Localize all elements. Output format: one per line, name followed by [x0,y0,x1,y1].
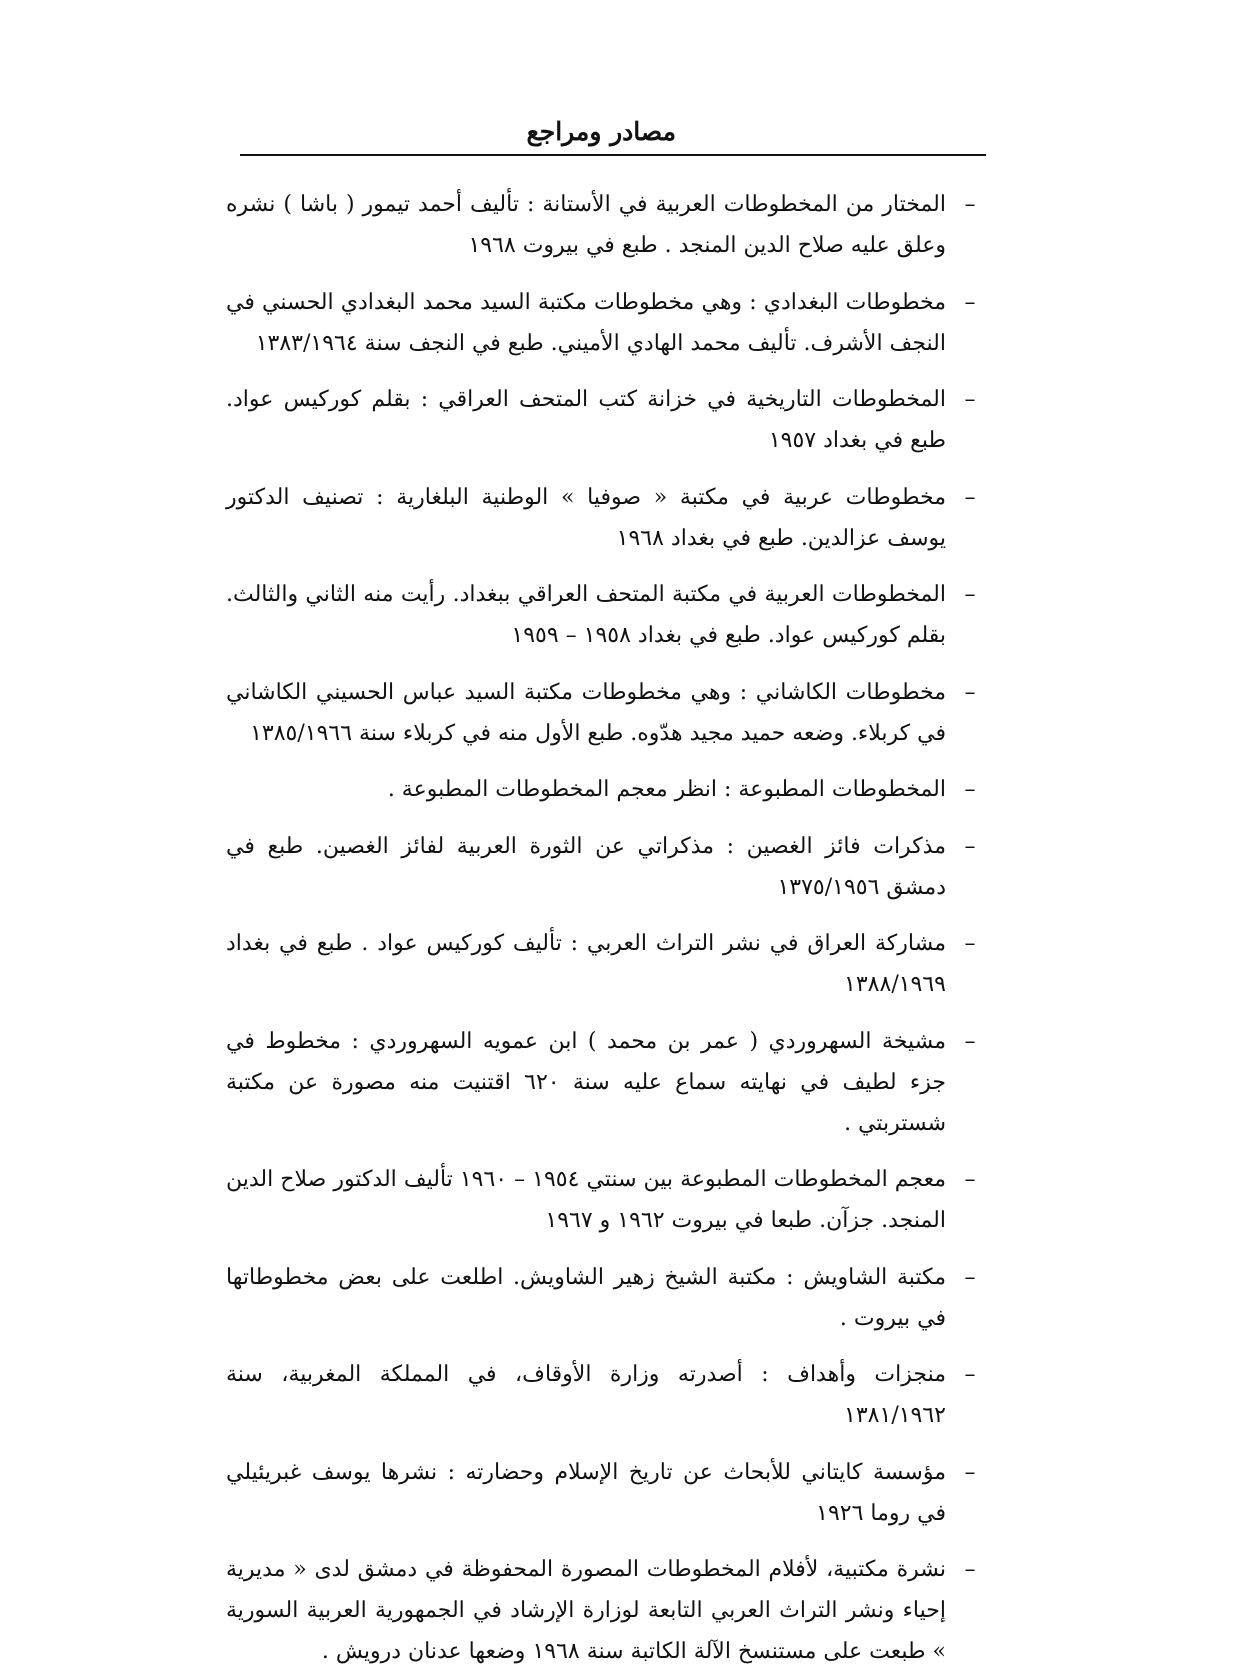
entry-text: معجم المخطوطات المطبوعة بين سنتي ١٩٥٤ – ١٩٦٠ تأليف الدكتور صلاح الدين المنجد. جزآن. طبعا في بيروت ١٩٦٢ و ١٩٦٧ [226,1167,946,1233]
bibliography-entry [226,1257,986,1339]
entry-dash: – [964,777,976,802]
bibliography-entry [226,1452,986,1534]
entry-dash: – [964,1557,976,1582]
entry-text: مشيخة السهروردي ( عمر بن محمد ) ابن عمويه السهروردي : مخطوط في جزء لطيف في نهايته سماع عليه سنة ٦٢٠ اقتنيت منه مصورة عن مكتبة شستربتي . [226,1028,946,1136]
bibliography-entry [226,184,986,266]
bibliography-entry [226,477,986,559]
entry-dash: – [964,484,976,510]
entry-text: نشرة مكتبية، لأفلام المخطوطات المصورة المحفوظة في دمشق لدى « مديرية إحياء ونشر التراث العربي التابعة لوزارة الإرشاد في الجمهورية العربية السورية » طبعت على مستنسخ الآلة الكاتبة سنة ١٩٦٨ وضعها عدنان درويش . [226,1557,946,1664]
entry-dash: – [964,679,976,705]
entry-text: مخطوطات عربية في مكتبة « صوفيا » الوطنية البلغارية : تصنيف الدكتور يوسف عزالدين. طبع في بغداد ١٩٦٨ [226,484,946,551]
entry-text: منجزات وأهداف : أصدرته وزارة الأوقاف، في المملكة المغربية، سنة ١٣٨١/١٩٦٢ [226,1362,946,1428]
entry-dash: – [964,1459,976,1485]
entry-dash: – [964,1167,976,1192]
bibliography-entry [226,379,986,461]
bibliography-entry [226,769,986,810]
entry-text: المختار من المخطوطات العربية في الأستانة : تأليف أحمد تيمور ( باشا ) نشره وعلق عليه صلاح الدين المنجد . طبع في بيروت ١٩٦٨ [226,192,946,258]
entry-dash: – [964,289,976,315]
entry-text: مشاركة العراق في نشر التراث العربي : تأليف كوركيس عواد . طبع في بغداد ١٣٨٨/١٩٦٩ [226,931,946,997]
entry-dash: – [964,833,976,859]
bibliography-entry [226,1159,986,1241]
bibliography-entry [226,282,986,364]
entry-dash: – [964,192,976,217]
bibliography-list [226,184,986,1664]
bibliography-entry [226,923,986,1005]
entry-text: مذكرات فائز الغصين : مذكراتي عن الثورة العربية لفائز الغصين. طبع في دمشق ١٣٧٥/١٩٥٦ [226,833,946,900]
bibliography-entry [226,826,986,908]
bibliography-entry [226,1021,986,1144]
entry-dash: – [964,1264,976,1290]
bibliography-entry [226,1354,986,1436]
entry-text: المخطوطات التاريخية في خزانة كتب المتحف العراقي : بقلم كوركيس عواد. طبع في بغداد ١٩٥٧ [226,387,946,453]
entry-text: مكتبة الشاويش : مكتبة الشيخ زهير الشاويش. اطلعت على بعض مخطوطاتها في بيروت . [226,1264,946,1331]
bibliography-entry [226,1549,986,1672]
entry-text: مؤسسة كايتاني للأبحاث عن تاريخ الإسلام وحضارته : نشرها يوسف غبريئيلي في روما ١٩٢٦ [226,1459,946,1526]
entry-dash: – [964,1028,976,1054]
entry-dash: – [964,1362,976,1387]
entry-text: المخطوطات المطبوعة : انظر معجم المخطوطات المطبوعة . [387,777,946,802]
entry-text: مخطوطات الكاشاني : وهي مخطوطات مكتبة السيد عباس الحسيني الكاشاني في كربلاء. وضعه حميد مجيد هدّوه. طبع الأول منه في كربلاء سنة ١٣٨٥/١٩٦٦ [226,679,946,746]
entry-dash: – [964,582,976,607]
bibliography-entry [226,574,986,656]
header-rule [240,154,986,156]
entry-text: المخطوطات العربية في مكتبة المتحف العراقي ببغداد. رأيت منه الثاني والثالث. بقلم كوركيس عواد. طبع في بغداد ١٩٥٨ – ١٩٥٩ [226,582,946,648]
page-title: مصادر ومراجع [526,117,676,146]
entry-text: مخطوطات البغدادي : وهي مخطوطات مكتبة السيد محمد البغدادي الحسني في النجف الأشرف. تأليف محمد الهادي الأميني. طبع في النجف سنة ١٣٨٣/١٩٦٤ [226,289,946,356]
bibliography-entry [226,672,986,754]
entry-dash: – [964,387,976,412]
entry-dash: – [964,931,976,956]
